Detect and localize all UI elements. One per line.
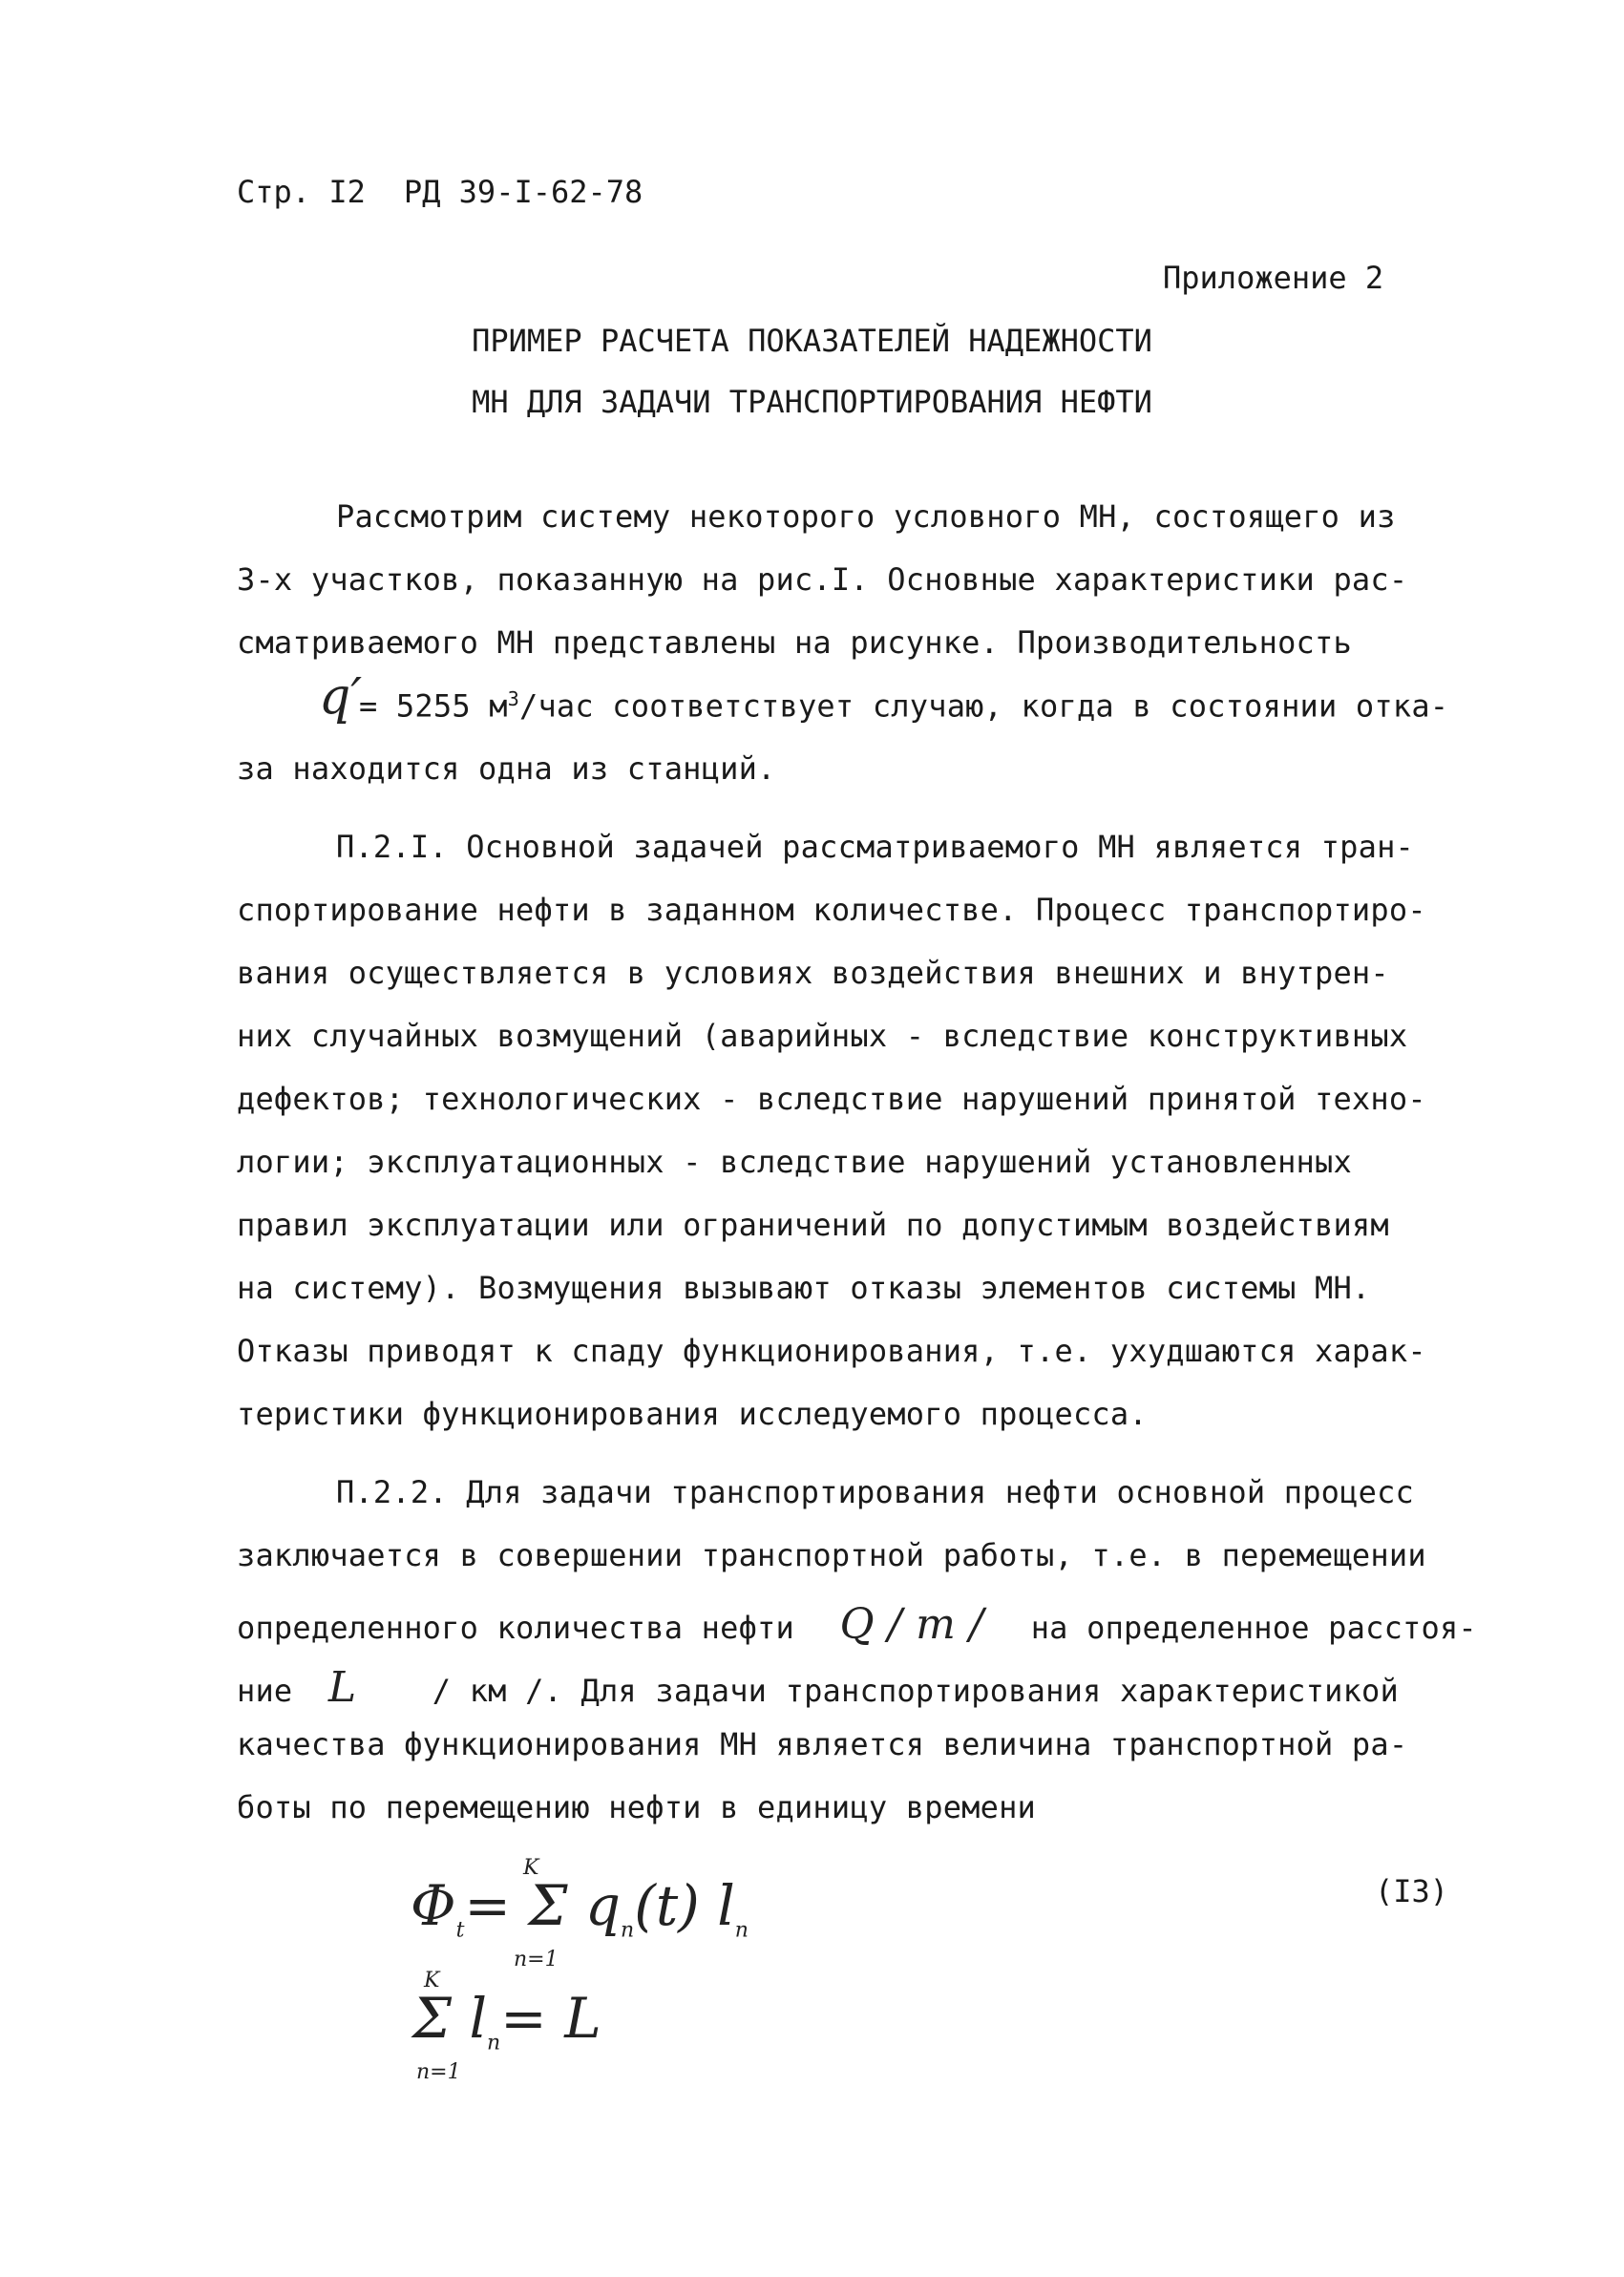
para2-line: теристики функционирования исследуемого процесса.: [237, 1396, 1148, 1432]
para2-line: на систему). Возмущения вызывают отказы элементов системы МН.: [237, 1270, 1371, 1306]
para1-line: за находится одна из станций.: [237, 750, 776, 787]
sum-lower-limit: n=1: [514, 1948, 559, 1971]
page-number: Стр. I2: [237, 174, 366, 210]
para1-line: Рассмотрим систему некоторого условного МН, состоящего из: [336, 498, 1396, 535]
sum-upper-limit: K: [523, 1856, 539, 1880]
para3-line: П.2.2. Для задачи транспортирования нефти основной процесс: [336, 1474, 1415, 1510]
para3-line: ние L / км /. Для задачи транспортирования характеристикой: [237, 1663, 1399, 1712]
para3-line: качества функционирования МН является величина транспортной ра-: [237, 1726, 1408, 1762]
para2-line: дефектов; технологических - вследствие нарушений принятой техно-: [237, 1081, 1426, 1117]
para2-line: Отказы приводят к спаду функционирования, т.е. ухудшаются харак-: [237, 1333, 1426, 1369]
page-header: [237, 174, 643, 210]
para3-line: заключается в совершении транспортной работы, т.е. в перемещении: [237, 1537, 1426, 1573]
para2-line: логии; эксплуатационных - вследствие нарушений установленных: [237, 1144, 1352, 1180]
equation-number: (I3): [1375, 1873, 1449, 1909]
para2-line: вания осуществляется в условиях воздействия внешних и внутрен-: [237, 955, 1389, 991]
appendix-label: Приложение 2: [1163, 260, 1384, 296]
para1-line: = 5255 $м^3$/час соответствует случаю, когда в состоянии отка-: [359, 687, 1449, 725]
sum2-upper-limit: K: [424, 1969, 440, 1992]
para3-line: боты по перемещению нефти в единицу времени: [237, 1789, 1037, 1825]
para2-line: них случайных возмущений (аварийных - вследствие конструктивных: [237, 1018, 1408, 1054]
para3-line: определенного количества нефти Q / т / на определенное расстоя-: [237, 1600, 1477, 1649]
document-code: РД 39-I-62-78: [403, 174, 643, 210]
title-line-2: МН ДЛЯ ЗАДАЧИ ТРАНСПОРТИРОВАНИЯ НЕФТИ: [472, 384, 1152, 420]
q-symbol: Q / т /: [839, 1600, 984, 1649]
title-line-1: ПРИМЕР РАСЧЕТА ПОКАЗАТЕЛЕЙ НАДЕЖНОСТИ: [472, 323, 1152, 359]
sum2-lower-limit: n=1: [416, 2060, 461, 2084]
para1-line: сматриваемого МН представлены на рисунке. Производительность: [237, 624, 1352, 661]
formula-line-1: $\Phi_t= \Sigma$ $q_n(t)$ $l_n$: [411, 1873, 749, 1943]
para2-line: спортирование нефти в заданном количестве. Процесс транспортиро-: [237, 892, 1426, 928]
para2-line: П.2.I. Основной задачей рассматриваемого МН является тран-: [336, 829, 1415, 865]
para2-line: правил эксплуатации или ограничений по допустимым воздействиям: [237, 1207, 1389, 1243]
l-symbol: L: [327, 1663, 357, 1712]
para1-line: 3-х участков, показанную на рис.I. Основные характеристики рас-: [237, 561, 1408, 598]
formula-line-2: Σ $l_n= L$: [412, 1986, 601, 2056]
q-prime-symbol: q′: [319, 668, 363, 726]
